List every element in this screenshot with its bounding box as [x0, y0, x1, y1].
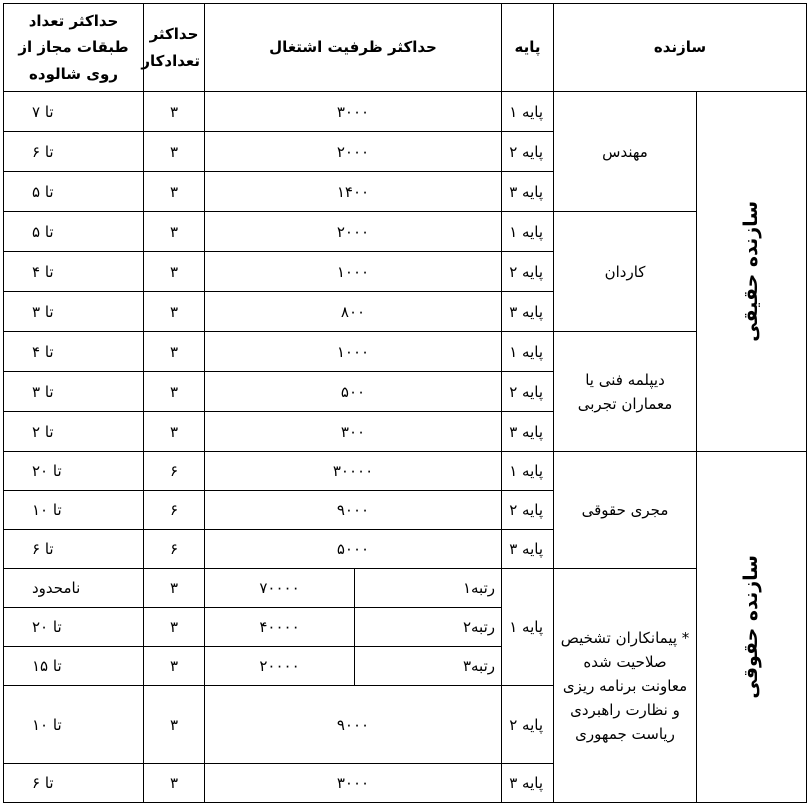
- jobs-cell: ۳: [144, 412, 205, 452]
- capacity-cell: ۹۰۰۰: [205, 686, 502, 764]
- header-max-floors: حداکثر تعداد طبقات مجاز از روی شالوده: [4, 4, 144, 92]
- floors-cell: تا ۳: [4, 292, 144, 332]
- floors-cell: تا ۳: [4, 372, 144, 412]
- capacity-cell: ۳۰۰۰۰: [205, 452, 502, 491]
- floors-cell: تا ۴: [4, 252, 144, 292]
- tier-cell: پایه ۳: [502, 530, 554, 569]
- header-tier: پایه: [502, 4, 554, 92]
- group-engineer: مهندس: [554, 92, 697, 212]
- jobs-cell: ۳: [144, 372, 205, 412]
- capacity-cell: ۱۰۰۰: [205, 252, 502, 292]
- jobs-cell: ۳: [144, 292, 205, 332]
- floors-cell: تا ۵: [4, 172, 144, 212]
- group-legal-exec: مجری حقوقی: [554, 452, 697, 569]
- tier-cell: پایه ۱: [502, 569, 554, 686]
- jobs-cell: ۳: [144, 569, 205, 608]
- rank-cell: رتبه۳: [355, 647, 502, 686]
- jobs-cell: ۳: [144, 92, 205, 132]
- floors-cell: تا ۱۰: [4, 491, 144, 530]
- header-max-jobs: حداکثر تعدادکار: [144, 4, 205, 92]
- tier-cell: پایه ۲: [502, 686, 554, 764]
- tier-cell: پایه ۲: [502, 372, 554, 412]
- jobs-cell: ۳: [144, 764, 205, 803]
- capacity-cell: ۳۰۰: [205, 412, 502, 452]
- floors-cell: تا ۶: [4, 530, 144, 569]
- capacity-cell: ۲۰۰۰: [205, 212, 502, 252]
- jobs-cell: ۳: [144, 252, 205, 292]
- rank-cell: رتبه۱: [355, 569, 502, 608]
- tier-cell: پایه ۱: [502, 212, 554, 252]
- capacity-cell: ۲۰۰۰۰: [205, 647, 355, 686]
- capacity-cell: ۸۰۰: [205, 292, 502, 332]
- table-row: [4, 92, 807, 132]
- capacity-cell: ۲۰۰۰: [205, 132, 502, 172]
- group-technician: کاردان: [554, 212, 697, 332]
- jobs-cell: ۳: [144, 172, 205, 212]
- floors-cell: تا ۷: [4, 92, 144, 132]
- floors-cell: تا ۶: [4, 764, 144, 803]
- floors-cell: تا ۱۵: [4, 647, 144, 686]
- jobs-cell: ۳: [144, 212, 205, 252]
- floors-cell: تا ۲: [4, 412, 144, 452]
- jobs-cell: ۳: [144, 132, 205, 172]
- table-row: [4, 569, 807, 608]
- category-real-label: سازنده حقیقی: [740, 201, 763, 342]
- tier-cell: پایه ۳: [502, 764, 554, 803]
- capacity-cell: ۷۰۰۰۰: [205, 569, 355, 608]
- floors-cell: تا ۶: [4, 132, 144, 172]
- capacity-cell: ۵۰۰: [205, 372, 502, 412]
- tier-cell: پایه ۲: [502, 132, 554, 172]
- jobs-cell: ۳: [144, 686, 205, 764]
- floors-cell: تا ۵: [4, 212, 144, 252]
- category-legal-cell: [697, 452, 807, 803]
- jobs-cell: ۶: [144, 491, 205, 530]
- builders-capacity-table: [3, 3, 807, 803]
- jobs-cell: ۶: [144, 452, 205, 491]
- rank-cell: رتبه۲: [355, 608, 502, 647]
- tier-cell: پایه ۱: [502, 332, 554, 372]
- header-row: [4, 4, 807, 92]
- tier-cell: پایه ۲: [502, 252, 554, 292]
- tier-cell: پایه ۲: [502, 491, 554, 530]
- jobs-cell: ۳: [144, 608, 205, 647]
- tier-cell: پایه ۱: [502, 452, 554, 491]
- jobs-cell: ۳: [144, 647, 205, 686]
- header-builder-type: سازنده: [554, 4, 807, 92]
- capacity-cell: ۳۰۰۰: [205, 92, 502, 132]
- jobs-cell: ۳: [144, 332, 205, 372]
- group-contractors: * پیمانکاران تشخیص صلاحیت شده معاونت برنامه ریزی و نظارت راهبردی ریاست جمهوری: [554, 569, 697, 803]
- category-legal-label: سازنده حقوقی: [740, 555, 763, 699]
- floors-cell: تا ۲۰: [4, 452, 144, 491]
- table-row: [4, 452, 807, 491]
- capacity-cell: ۹۰۰۰: [205, 491, 502, 530]
- category-real-cell: [697, 92, 807, 452]
- capacity-cell: ۴۰۰۰۰: [205, 608, 355, 647]
- tier-cell: پایه ۳: [502, 172, 554, 212]
- tier-cell: پایه ۳: [502, 412, 554, 452]
- floors-cell: تا ۲۰: [4, 608, 144, 647]
- capacity-cell: ۳۰۰۰: [205, 764, 502, 803]
- table-row: [4, 212, 807, 252]
- table-row: [4, 332, 807, 372]
- floors-cell: تا ۴: [4, 332, 144, 372]
- group-diploma: دیپلمه فنی یا معماران تجربی: [554, 332, 697, 452]
- header-max-capacity: حداکثر ظرفیت اشتغال: [205, 4, 502, 92]
- capacity-cell: ۱۴۰۰: [205, 172, 502, 212]
- tier-cell: پایه ۳: [502, 292, 554, 332]
- floors-cell: تا ۱۰: [4, 686, 144, 764]
- capacity-cell: ۵۰۰۰: [205, 530, 502, 569]
- floors-cell: نامحدود: [4, 569, 144, 608]
- tier-cell: پایه ۱: [502, 92, 554, 132]
- jobs-cell: ۶: [144, 530, 205, 569]
- capacity-cell: ۱۰۰۰: [205, 332, 502, 372]
